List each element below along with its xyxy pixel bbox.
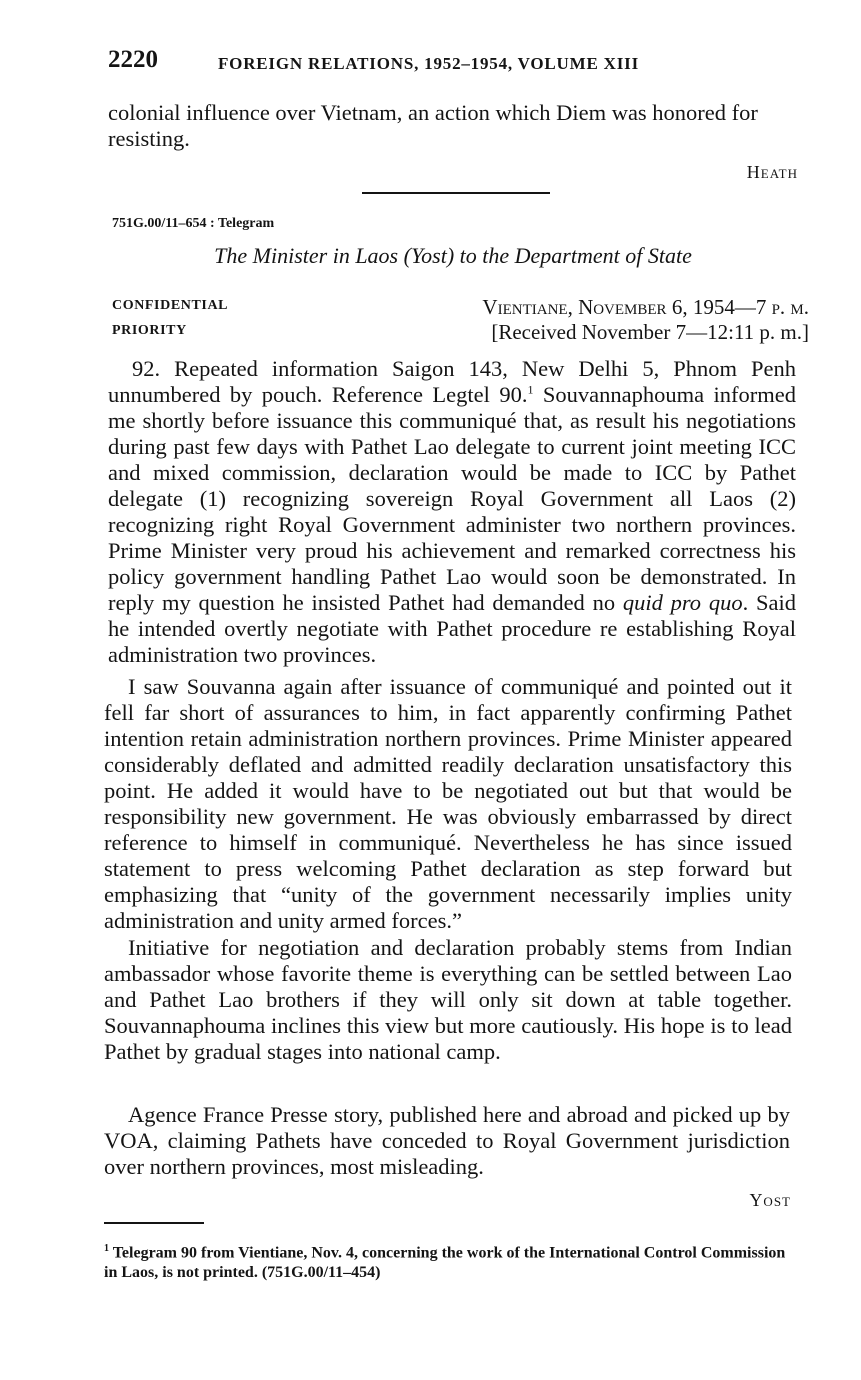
paragraph-3: Initiative for negotiation and declaration probably stems from Indian ambassador whose favorite theme is everything can be settled between Lao and Pathet Lao brothers if they will only sit down at table together. Souvannaphouma inclines this view but more cautiously. His hope is to lead Pathet by gradual stages into national camp.	[104, 935, 792, 1064]
section-divider	[362, 192, 550, 194]
footnote-text: Telegram 90 from Vientiane, Nov. 4, concerning the work of the International Control Commission in Laos, is not printed. (751G.00/11–454)	[104, 1244, 786, 1282]
received-line: [Received November 7—12:11 p. m.]	[491, 320, 809, 344]
dateline	[482, 295, 809, 320]
document-file-id: 751G.00/11–654 : Telegram	[112, 216, 275, 231]
footnote-marker: 1	[104, 1243, 109, 1254]
paragraph-1-text-c: . Said he intended overtly negotiate with Pathet procedure re establishing Royal administration two provinces.	[108, 590, 796, 667]
page-number: 2220	[108, 46, 158, 73]
signature-heath: Heath	[746, 162, 798, 182]
paragraph-1-text-b: Souvannaphouma informed me shortly before issuance this communiqué that, as result his negotiations during past few days with Pathet Lao delegate to current joint meeting ICC and mixed commission, declaration would be made to ICC by Pathet delegate (1) recognizing sovereign Royal Government all Laos (2) recognizing right Royal Government administer two northern provinces. Prime Minister very proud his achievement and remarked correctness his policy government handling Pathet Lao would soon be demonstrated. In reply my question he insisted Pathet had demanded no	[108, 382, 796, 615]
paragraph-4: Agence France Presse story, published here and abroad and picked up by VOA, claiming Pathets have conceded to Royal Government jurisdiction over northern provinces, most misleading.	[104, 1102, 790, 1179]
footnote-reference: 1	[527, 382, 534, 397]
dateline-text: Vientiane, November 6, 1954—7 p. m.	[482, 295, 809, 319]
continuation-paragraph: colonial influence over Vietnam, an action which Diem was honored for resisting.	[108, 100, 758, 151]
footnote-divider	[104, 1222, 204, 1224]
paragraph-1	[108, 356, 796, 668]
paragraph-2: I saw Souvanna again after issuance of communiqué and pointed out it fell far short of assurances to him, in fact apparently confirming Pathet intention retain administration northern provinces. Prime Minister appeared considerably deflated and admitted readily declaration unsatisfactory this point. He added it would have to be negotiated out but that would be responsibility new government. He was obviously embarrassed by direct reference to himself in communiqué. Nevertheless he has since issued statement to press welcoming Pathet declaration as step forward but emphasizing that “unity of the government necessarily implies unity administration and unity armed forces.”	[104, 674, 792, 933]
priority-label: PRIORITY	[112, 323, 187, 338]
page-header	[108, 46, 798, 82]
document-title: The Minister in Laos (Yost) to the Department of State	[214, 243, 692, 268]
footnote	[104, 1239, 794, 1283]
paragraph-1-italic-phrase: quid pro quo	[622, 590, 743, 615]
signature-yost: Yost	[749, 1190, 791, 1210]
running-head: FOREIGN RELATIONS, 1952–1954, VOLUME XIII	[218, 54, 639, 73]
paragraph-1-text-a: 92. Repeated information Saigon 143, New Delhi 5, Phnom Penh unnumbered by pouch. Reference Legtel 90.	[108, 356, 796, 407]
classification-label: CONFIDENTIAL	[112, 298, 229, 313]
